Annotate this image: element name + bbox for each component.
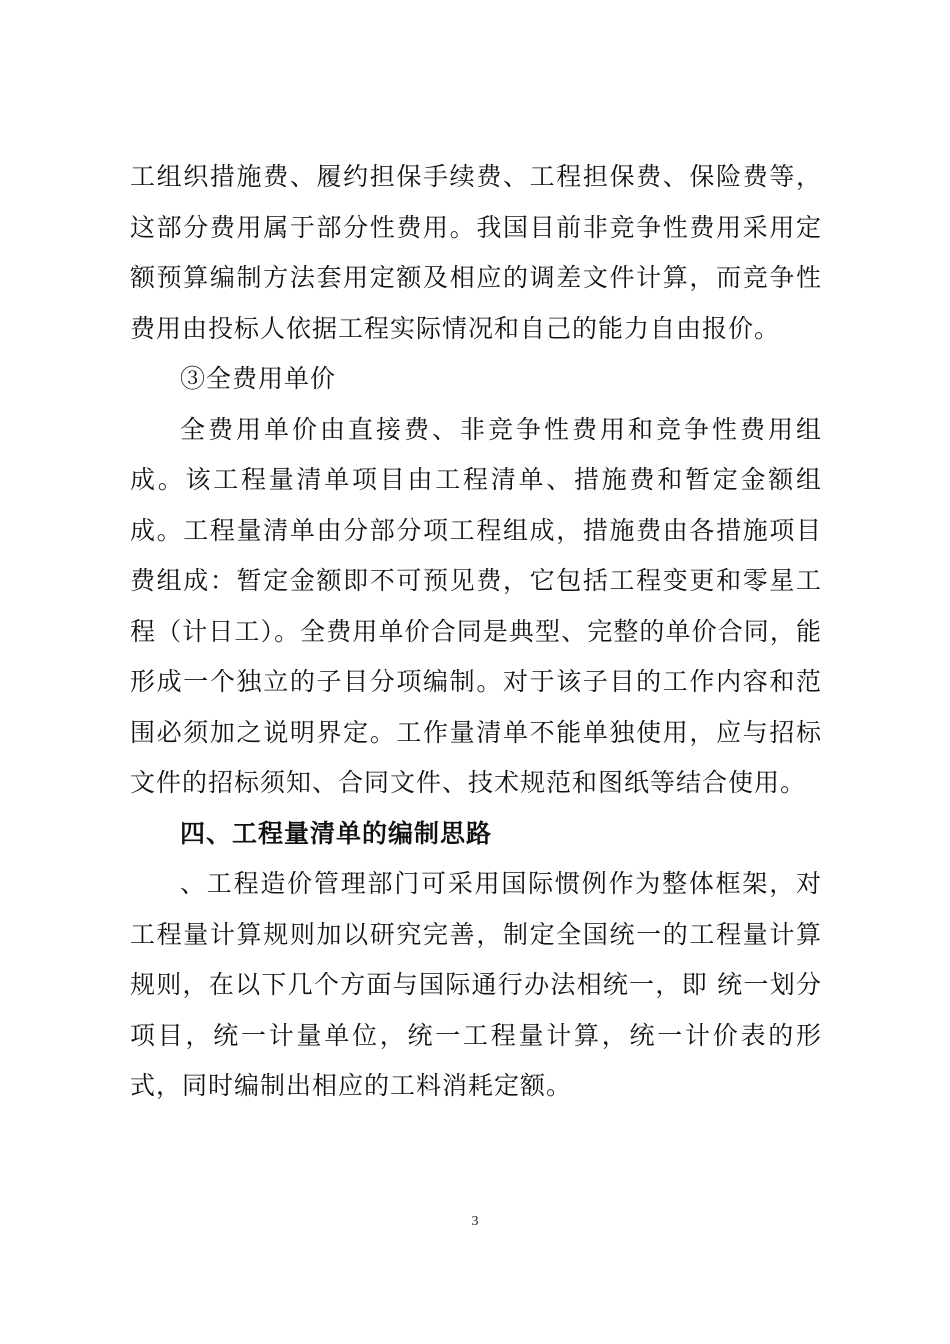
paragraph-full-cost-unit-price: 全费用单价由直接费、非竞争性费用和竞争性费用组成。该工程量清单项目由工程清单、措施费和暂定金额组成。工程量清单由分部分项工程组成，措施费由各措施项目费组成：暂定金额即不可预见费，它包括工程变更和零星工程（计日工）。全费用单价合同是典型、完整的单价合同，能形成一个独立的子目分项编制。对于该子目的工作内容和范围必须加之说明界定。工作量清单不能单独使用，应与招标文件的招标须知、合同文件、技术规范和图纸等结合使用。 [130, 414, 822, 797]
document-body [130, 152, 822, 1112]
paragraph-fee-description: 工组织措施费、履约担保手续费、工程担保费、保险费等，这部分费用属于部分性费用。我国目前非竞争性费用采用定额预算编制方法套用定额及相应的调差文件计算，而竞争性费用由投标人依据工程实际情况和自己的能力自由报价。 [130, 162, 822, 343]
page-number: 3 [471, 1214, 479, 1229]
subheading-full-cost-unit-price: ③全费用单价 [180, 364, 337, 393]
section-heading-4: 四、工程量清单的编制思路 [180, 818, 493, 848]
paragraph-compilation-approach: 、工程造价管理部门可采用国际惯例作为整体框架，对工程量计算规则加以研究完善，制定全国统一的工程量计算规则，在以下几个方面与国际通行办法相统一，即 统一划分项目，统一计量单位，统一工程量计算，统一计价表的形式，同时编制出相应的工料消耗定额。 [130, 869, 822, 1100]
